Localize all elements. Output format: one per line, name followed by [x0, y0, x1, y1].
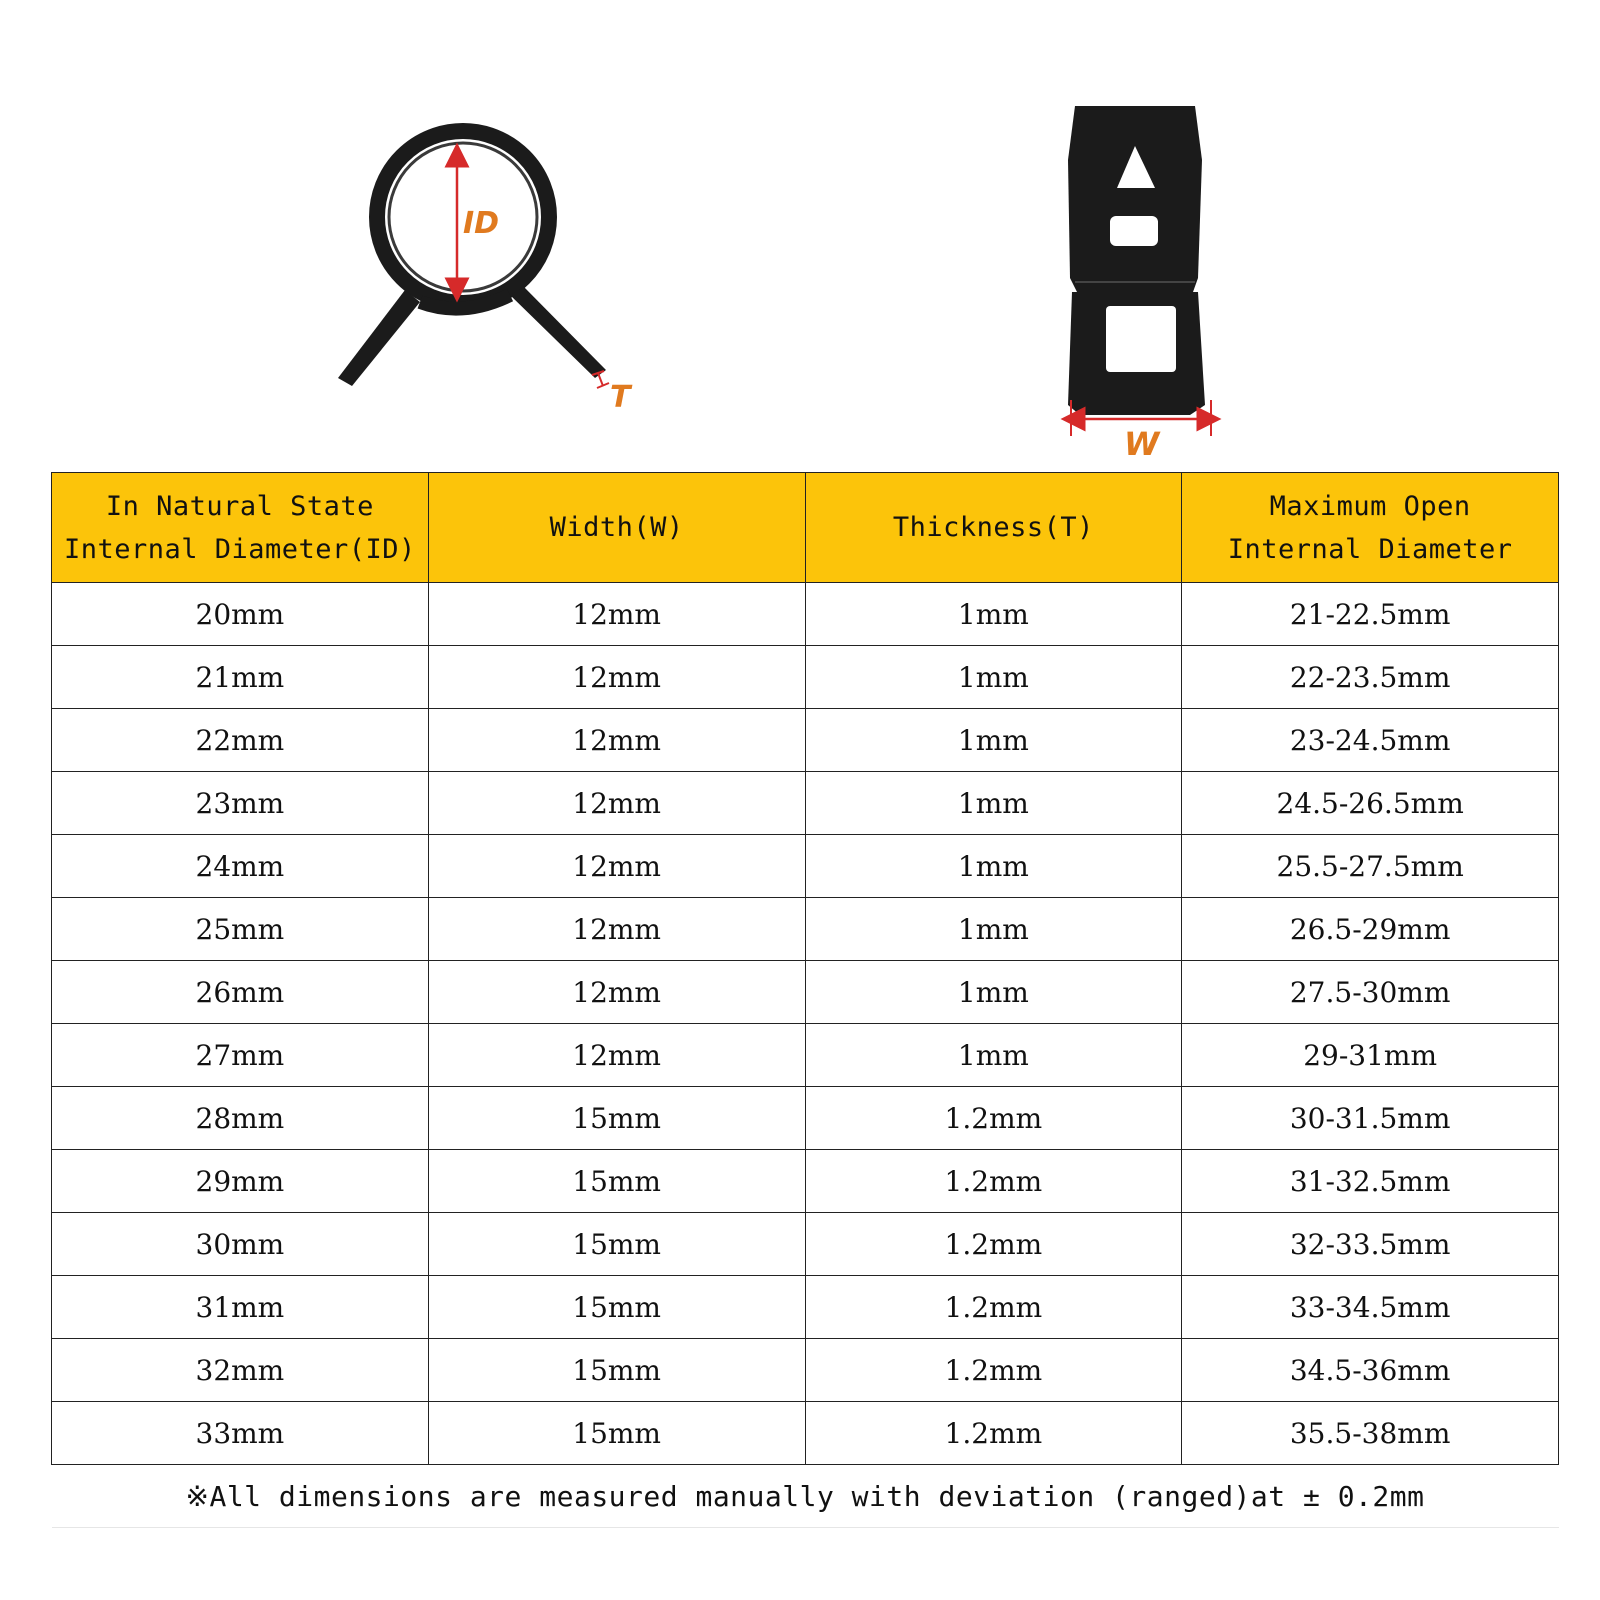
clamp-diagram — [0, 0, 1600, 470]
size-spec-table — [51, 472, 1559, 1528]
cell-natural-id: 30mm — [52, 1213, 429, 1276]
cell-natural-id: 27mm — [52, 1024, 429, 1087]
cell-thickness: 1.2mm — [805, 1087, 1182, 1150]
table-row — [52, 1402, 1559, 1465]
table-row — [52, 1276, 1559, 1339]
table-row — [52, 1150, 1559, 1213]
cell-width: 15mm — [428, 1150, 805, 1213]
cell-max-open-id: 32-33.5mm — [1182, 1213, 1559, 1276]
table-row — [52, 835, 1559, 898]
cell-natural-id: 32mm — [52, 1339, 429, 1402]
cell-natural-id: 33mm — [52, 1402, 429, 1465]
cell-max-open-id: 29-31mm — [1182, 1024, 1559, 1087]
cell-thickness: 1.2mm — [805, 1150, 1182, 1213]
cell-max-open-id: 27.5-30mm — [1182, 961, 1559, 1024]
cell-natural-id: 24mm — [52, 835, 429, 898]
cell-max-open-id: 24.5-26.5mm — [1182, 772, 1559, 835]
cell-thickness: 1mm — [805, 583, 1182, 646]
product-illustration — [0, 0, 1600, 470]
w-label: W — [1124, 425, 1160, 463]
table-row — [52, 583, 1559, 646]
cell-width: 15mm — [428, 1402, 805, 1465]
cell-natural-id: 31mm — [52, 1276, 429, 1339]
header-max-open-id: Maximum Open Internal Diameter — [1182, 473, 1559, 583]
cell-natural-id: 25mm — [52, 898, 429, 961]
cell-max-open-id: 34.5-36mm — [1182, 1339, 1559, 1402]
cell-width: 12mm — [428, 583, 805, 646]
cell-natural-id: 21mm — [52, 646, 429, 709]
cell-width: 12mm — [428, 709, 805, 772]
cell-thickness: 1mm — [805, 772, 1182, 835]
cell-width: 12mm — [428, 898, 805, 961]
cell-thickness: 1.2mm — [805, 1402, 1182, 1465]
header-width: Width(W) — [428, 473, 805, 583]
cell-thickness: 1.2mm — [805, 1339, 1182, 1402]
measurement-note: ※All dimensions are measured manually with deviation (ranged)at ± 0.2mm — [52, 1465, 1559, 1528]
cell-max-open-id: 26.5-29mm — [1182, 898, 1559, 961]
clamp-front-view — [1068, 106, 1205, 415]
cell-width: 12mm — [428, 772, 805, 835]
cell-width: 12mm — [428, 1024, 805, 1087]
header-thickness: Thickness(T) — [805, 473, 1182, 583]
table-row — [52, 646, 1559, 709]
cell-max-open-id: 31-32.5mm — [1182, 1150, 1559, 1213]
cell-max-open-id: 21-22.5mm — [1182, 583, 1559, 646]
table-note-row — [52, 1465, 1559, 1528]
cell-width: 12mm — [428, 646, 805, 709]
cell-width: 12mm — [428, 835, 805, 898]
cell-thickness: 1.2mm — [805, 1213, 1182, 1276]
cell-thickness: 1mm — [805, 709, 1182, 772]
table-row — [52, 1339, 1559, 1402]
cell-width: 15mm — [428, 1087, 805, 1150]
cell-max-open-id: 33-34.5mm — [1182, 1276, 1559, 1339]
header-natural-id: In Natural State Internal Diameter(ID) — [52, 473, 429, 583]
cell-thickness: 1mm — [805, 898, 1182, 961]
cell-max-open-id: 30-31.5mm — [1182, 1087, 1559, 1150]
table-body — [52, 583, 1559, 1528]
id-label: ID — [463, 206, 500, 241]
cell-width: 15mm — [428, 1213, 805, 1276]
cell-width: 15mm — [428, 1339, 805, 1402]
cell-natural-id: 26mm — [52, 961, 429, 1024]
table-header-row — [52, 473, 1559, 583]
cell-thickness: 1.2mm — [805, 1276, 1182, 1339]
cell-natural-id: 20mm — [52, 583, 429, 646]
table-row — [52, 1024, 1559, 1087]
cell-max-open-id: 25.5-27.5mm — [1182, 835, 1559, 898]
cell-max-open-id: 35.5-38mm — [1182, 1402, 1559, 1465]
cell-natural-id: 23mm — [52, 772, 429, 835]
t-label: T — [610, 380, 631, 415]
cell-width: 12mm — [428, 961, 805, 1024]
cell-natural-id: 29mm — [52, 1150, 429, 1213]
cell-thickness: 1mm — [805, 1024, 1182, 1087]
cell-thickness: 1mm — [805, 646, 1182, 709]
table-row — [52, 1087, 1559, 1150]
cell-thickness: 1mm — [805, 835, 1182, 898]
table-row — [52, 772, 1559, 835]
table-row — [52, 709, 1559, 772]
cell-thickness: 1mm — [805, 961, 1182, 1024]
clamp-side-view — [338, 131, 606, 386]
cell-natural-id: 28mm — [52, 1087, 429, 1150]
table-row — [52, 961, 1559, 1024]
table-row — [52, 1213, 1559, 1276]
table-row — [52, 898, 1559, 961]
cell-width: 15mm — [428, 1276, 805, 1339]
cell-natural-id: 22mm — [52, 709, 429, 772]
cell-max-open-id: 22-23.5mm — [1182, 646, 1559, 709]
cell-max-open-id: 23-24.5mm — [1182, 709, 1559, 772]
